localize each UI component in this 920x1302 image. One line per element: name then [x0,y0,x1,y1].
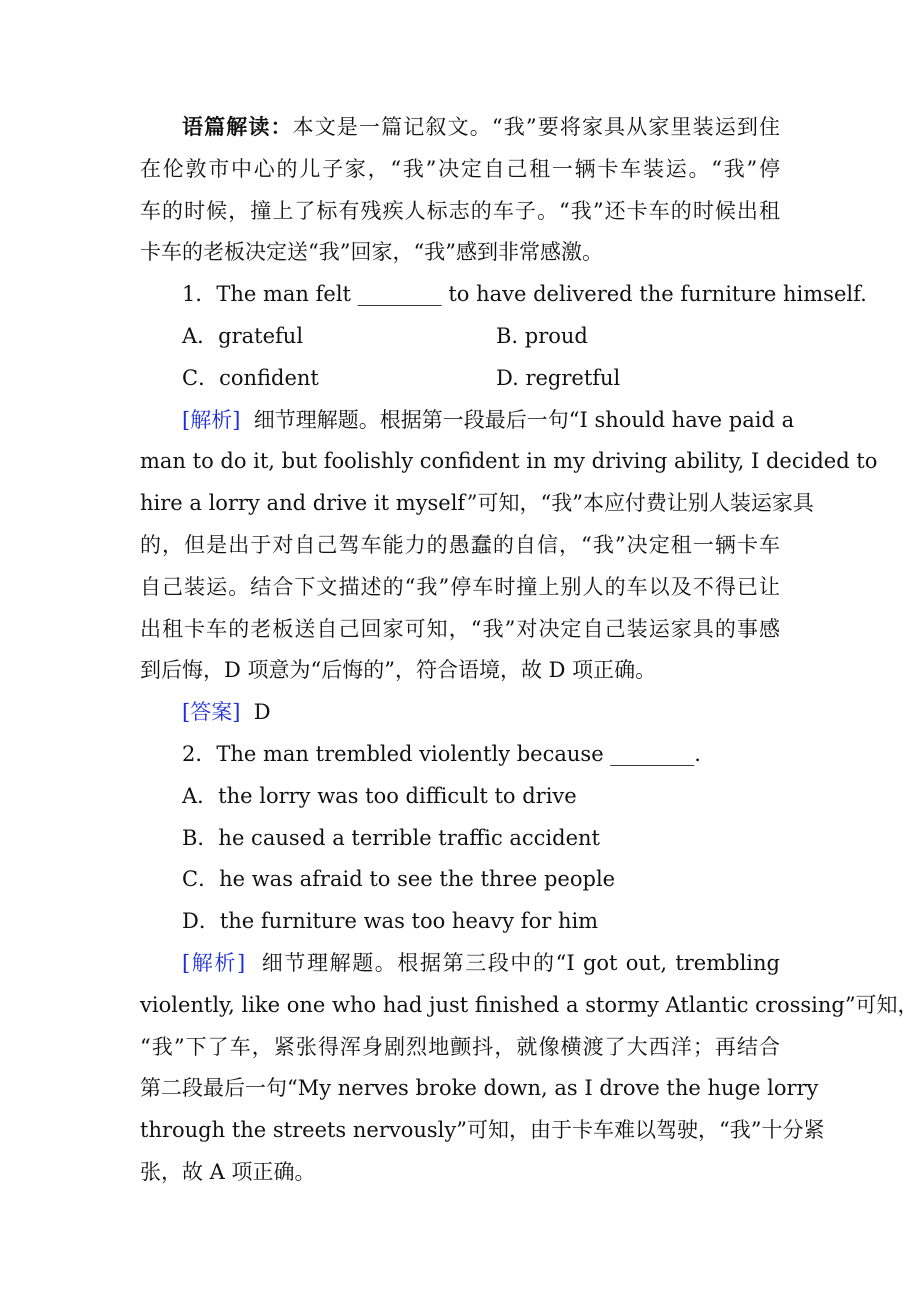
q1-analysis-line-1: [解析] 细节理解题。根据第一段最后一句“I should have paid a [182,407,795,432]
passage-line-3: 车的时候，撞上了标有残疾人标志的车子。“我”还卡车的时候出租 [140,198,780,223]
q1-analysis-line-4: 的，但是出于对自己驾车能力的愚蠢的自信，“我”决定租一辆卡车 [140,532,780,557]
q1-answer: D [253,700,271,725]
passage-heading: 语篇解读： [182,114,293,139]
q2-option-b: B．he caused a terrible traffic accident [182,825,600,850]
q1-stem: 1．The man felt ________ to have delivered the furniture himself. [182,282,867,307]
q1-analysis-line-2: man to do it, but foolishly confident in my driving ability, I decided to [140,449,878,474]
q1-option-c: C．confident [182,365,319,390]
q2-stem: 2．The man trembled violently because ________. [182,741,701,766]
q2-option-c: C．he was afraid to see the three people [182,867,616,892]
q2-analysis-line-5: through the streets nervously”可知，由于卡车难以驾驶，“我”十分紧 [140,1118,825,1143]
q2-analysis-line-6: 张，故 A 项正确。 [140,1159,316,1184]
q2-analysis-tag: [解析] [182,950,246,975]
q2-analysis-line-4: 第二段最后一句“My nerves broke down, as I drove the huge lorry [140,1076,819,1101]
q2-option-d: D．the furniture was too heavy for him [182,909,599,934]
q1-answer-tag: [答案] [182,700,241,725]
q1-option-d: D. regretful [496,365,621,390]
passage-line-1: 语篇解读：本文是一篇记叙文。“我”要将家具从家里装运到住 [182,114,780,139]
q1-option-b: B. proud [496,323,588,348]
q1-option-a: A．grateful [182,323,304,348]
q2-analysis-line-1: [解析] 细节理解题。根据第三段中的“I got out, trembling [182,950,780,975]
q1-analysis-tag: [解析] [182,407,241,432]
q2-analysis-line-3: “我”下了车，紧张得浑身剧烈地颤抖，就像横渡了大西洋；再结合 [140,1034,780,1059]
q1-options-row-1 [140,316,780,358]
q1-analysis-line-5: 自己装运。结合下文描述的“我”停车时撞上别人的车以及不得已让 [140,574,780,599]
document-page [140,106,919,1194]
q1-analysis-line-7: 到后悔，D 项意为“后悔的”，符合语境，故 D 项正确。 [140,658,657,683]
q1-analysis-line-6: 出租卡车的老板送自己回家可知，“我”对决定自己装运家具的事感 [140,616,780,641]
q1-answer-line [140,692,780,734]
q1-options-row-2 [140,358,780,400]
q1-analysis-line-3: hire a lorry and drive it myself”可知，“我”本应付费让别人装运家具 [140,491,814,516]
q2-analysis-line-2: violently, like one who had just finished a stormy Atlantic crossing”可知， [140,992,919,1017]
passage-line-2: 在伦敦市中心的儿子家，“我”决定自己租一辆卡车装运。“我”停 [140,156,780,181]
q2-option-a: A．the lorry was too difficult to drive [182,783,577,808]
passage-line-4: 卡车的老板决定送“我”回家，“我”感到非常感激。 [140,240,603,265]
